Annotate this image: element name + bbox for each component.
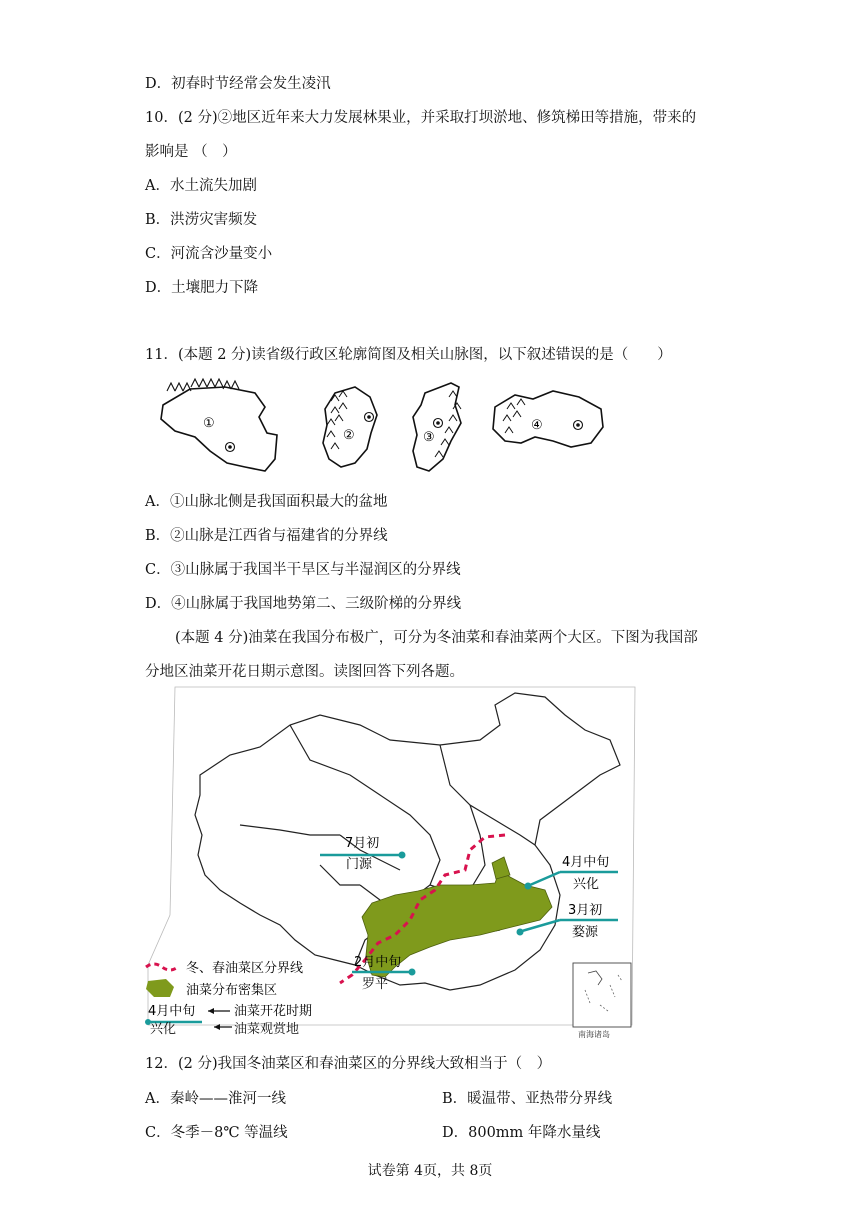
q11-option-c: C．③山脉属于我国半干旱区与半湿润区的分界线: [145, 562, 461, 578]
q10-option-b: B．洪涝灾害频发: [145, 212, 258, 228]
legend-dense-area-label: 油菜分布密集区: [186, 983, 278, 998]
marker-xinghua-place: 兴化: [573, 877, 600, 892]
group-intro-line2: 分地区油菜开花日期示意图。读图回答下列各题。: [145, 664, 464, 680]
legend-viewing-site-label: 油菜观赏地: [234, 1022, 300, 1037]
south-china-sea-inset: [573, 963, 631, 1027]
q10-option-d: D．土壤肥力下降: [145, 280, 259, 296]
arrow-left-icon: [212, 1020, 232, 1034]
q11-option-a: A．①山脉北侧是我国面积最大的盆地: [145, 494, 388, 510]
q10-option-a: A．水土流失加剧: [145, 178, 257, 194]
page-footer: 试卷第 4页，共 8页: [367, 1163, 493, 1179]
marker-luoping: [352, 954, 416, 992]
marker-luoping-date: 2月中旬: [354, 955, 402, 970]
q12-option-b: B．暖温带、亚热带分界线: [442, 1091, 613, 1107]
province-4-label: ④: [531, 418, 543, 433]
province-2-outline: [323, 387, 377, 467]
province-1-outline: [161, 379, 277, 471]
province-3-outline: [413, 383, 461, 471]
legend-example-date: 4月中旬: [148, 1004, 196, 1019]
marker-menyuan-place: 门源: [346, 857, 373, 872]
q11-option-b: B．②山脉是江西省与福建省的分界线: [145, 528, 388, 544]
arrow-left-icon: [208, 1008, 214, 1014]
q12-option-a: A．秦岭——淮河一线: [145, 1091, 286, 1107]
legend-boundary-label: 冬、春油菜区分界线: [186, 961, 304, 976]
rapeseed-flowering-map: [140, 685, 640, 1030]
q11-stem: 11．(本题 2 分)读省级行政区轮廓简图及相关山脉图，以下叙述错误的是（ ）: [145, 347, 672, 363]
marker-wuyuan-place: 婺源: [572, 925, 599, 940]
group-intro-line1: (本题 4 分)油菜在我国分布极广，可分为冬油菜和春油菜两个大区。下图为我国部: [175, 630, 698, 646]
province-3-label: ③: [423, 430, 435, 445]
legend-flowering-period-label: 油菜开花时期: [234, 1004, 313, 1019]
marker-luoping-place: 罗平: [362, 977, 389, 992]
province-outline-figure: [155, 375, 615, 480]
rapeseed-dense-area-north: [492, 857, 510, 879]
marker-menyuan-date: 7月初: [345, 836, 380, 851]
map-legend: [145, 960, 312, 1025]
legend-example-place: 兴化: [150, 1022, 177, 1037]
q12-option-d: D．800mm 年降水量线: [442, 1125, 601, 1141]
q11-option-d: D．④山脉属于我国地势第二、三级阶梯的分界线: [145, 596, 462, 612]
marker-xinghua-date: 4月中旬: [562, 855, 610, 870]
q12-stem: 12．(2 分)我国冬油菜区和春油菜区的分界线大致相当于（ ）: [145, 1056, 552, 1072]
q10-stem-line1: 10．(2 分)②地区近年来大力发展林果业，并采取打坝淤地、修筑梯田等措施，带来的: [145, 110, 697, 126]
q12-option-c: C．冬季－8℃ 等温线: [145, 1125, 288, 1141]
q9-option-d: D．初春时节经常会发生凌汛: [145, 76, 331, 92]
q10-stem-line2: 影响是 （ ）: [145, 144, 237, 160]
marker-xinghua: [525, 854, 619, 892]
province-2-label: ②: [343, 428, 355, 443]
inset-label: 南海诸岛: [578, 1030, 610, 1039]
q10-option-c: C．河流含沙量变小: [145, 246, 273, 262]
province-4-outline: [493, 391, 603, 447]
province-1-label: ①: [203, 416, 215, 431]
marker-wuyuan-date: 3月初: [568, 903, 603, 918]
